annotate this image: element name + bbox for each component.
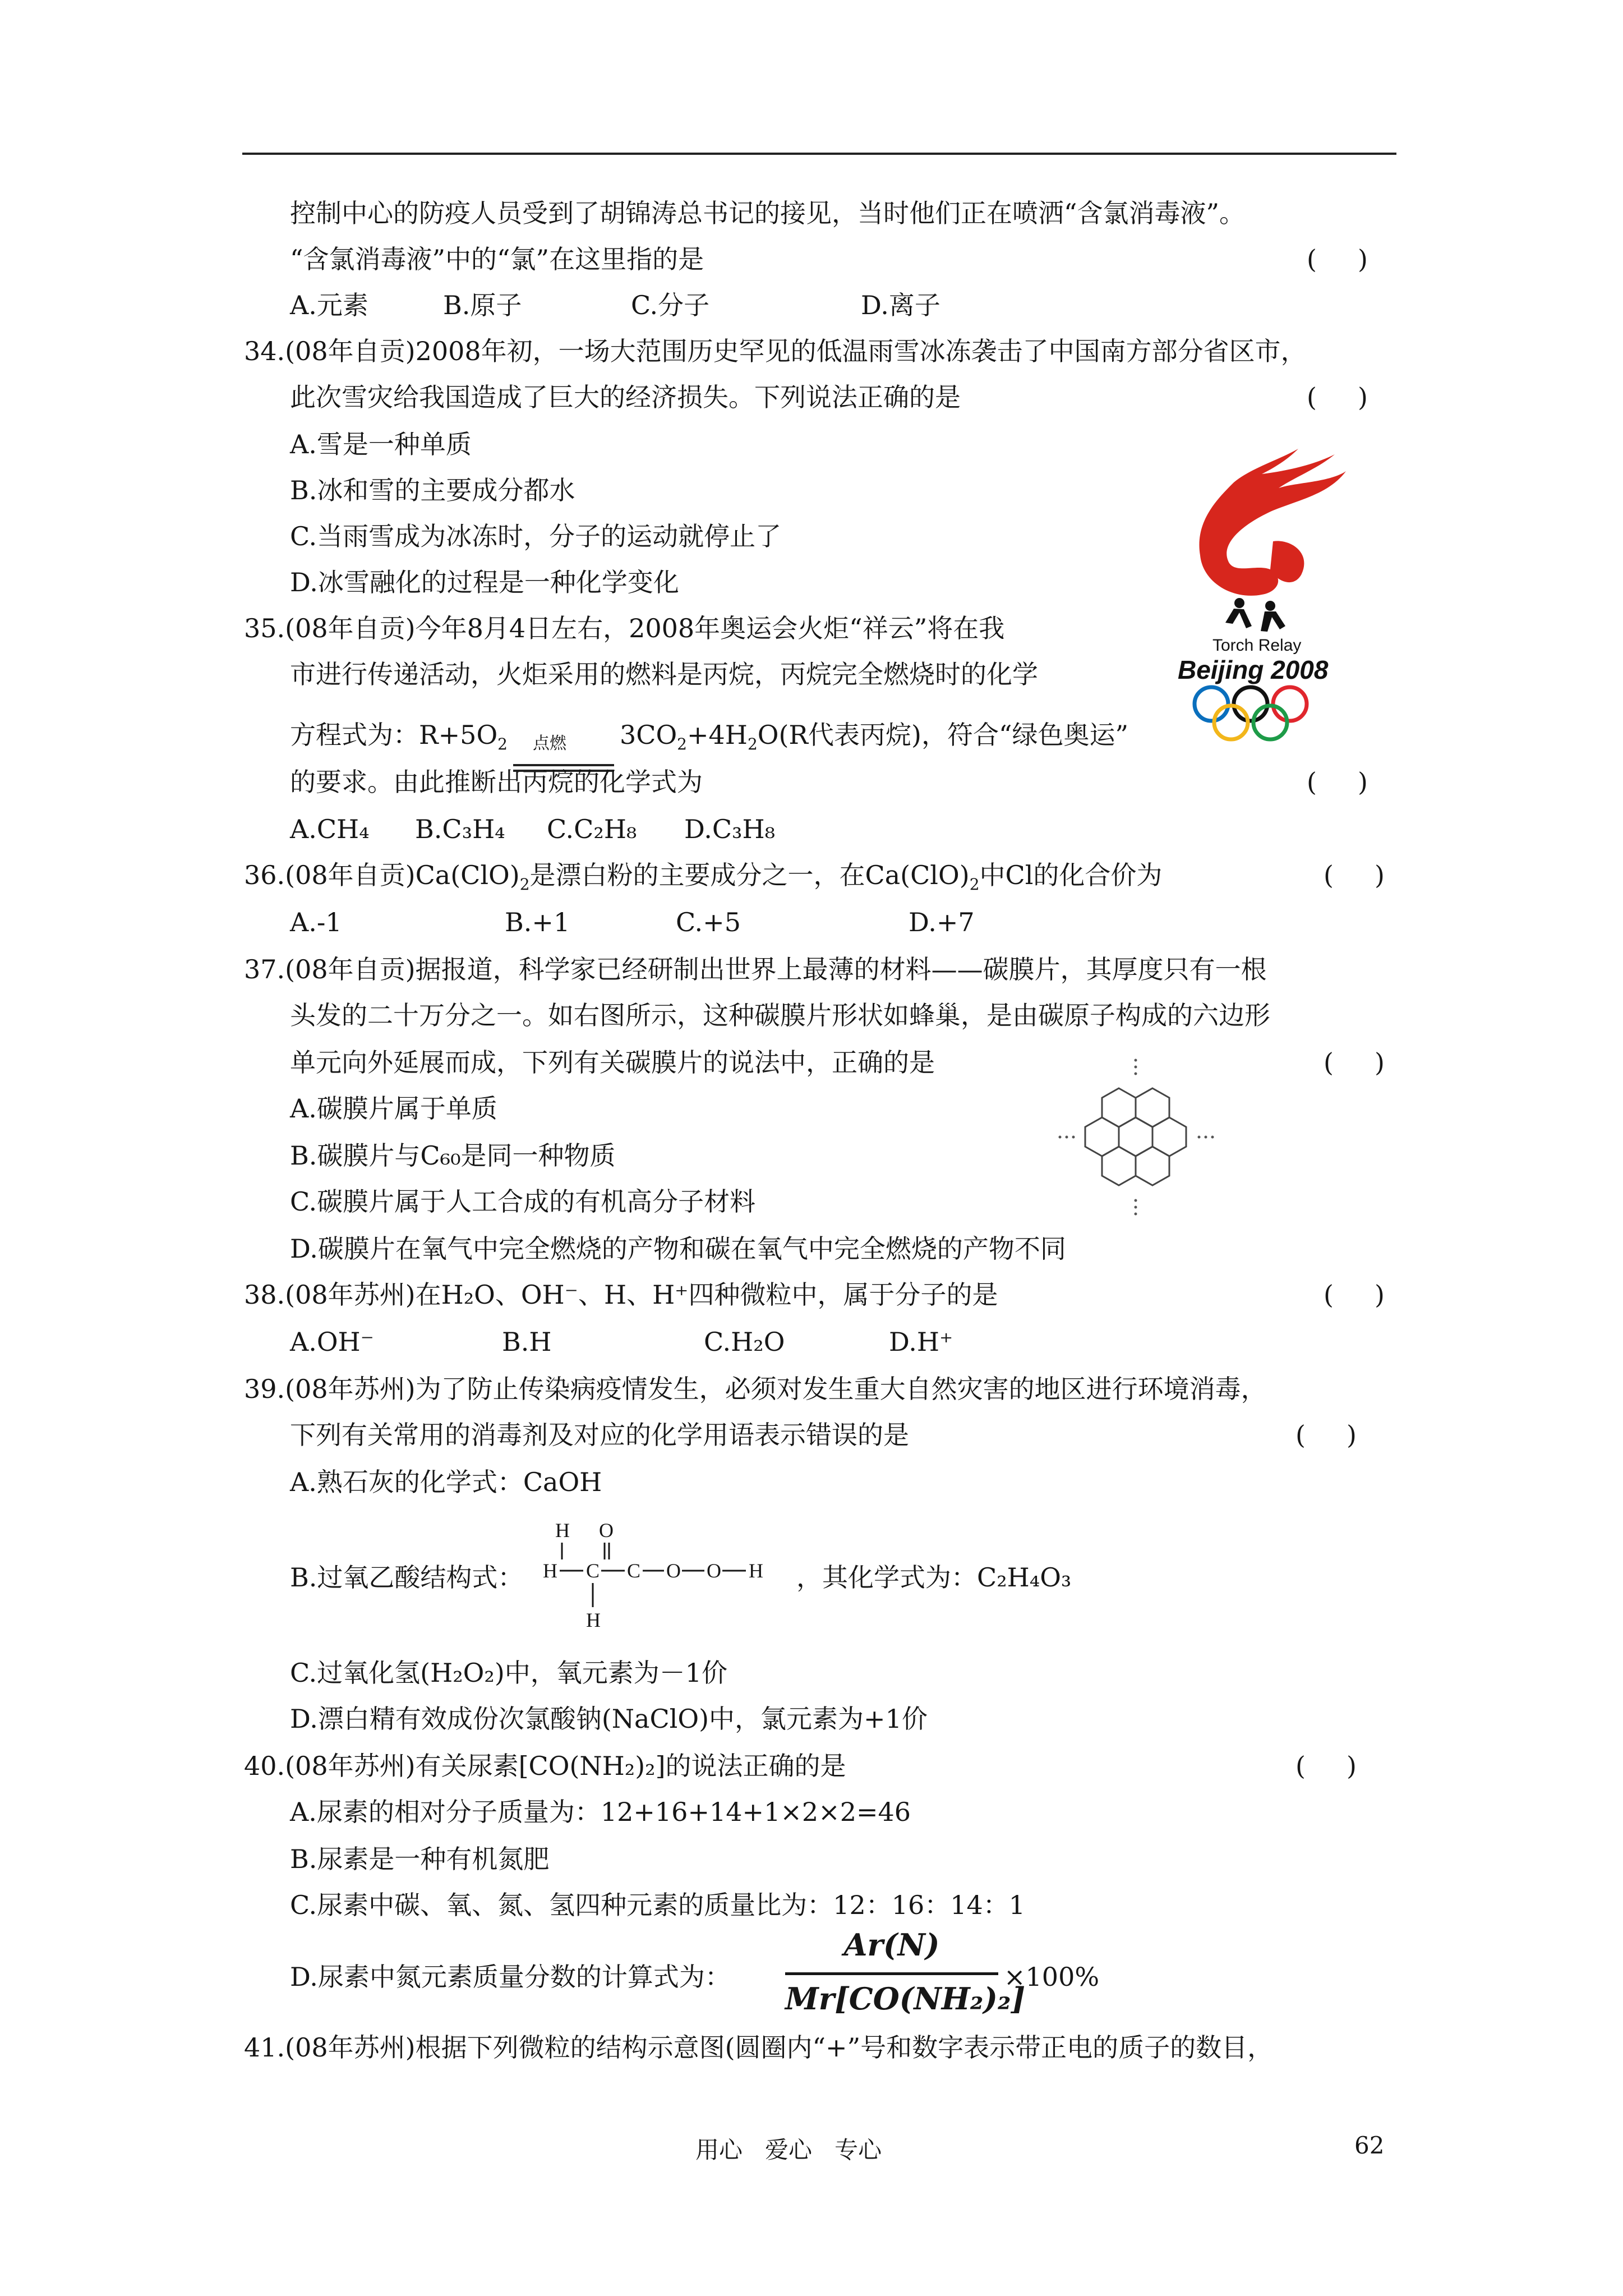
peracetic-acid-structure [533,1515,785,1644]
q36-option-a: A.-1 [290,907,342,937]
q38-option-d: D.H⁺ [889,1327,953,1357]
q33-option-b: B.原子 [443,290,522,320]
q38-option-b: B.H [502,1327,552,1357]
q37-option-b: B.碳膜片与C₆₀是同一种物质 [290,1140,616,1171]
torch-relay-logo [1150,449,1385,746]
fraction-numerator: Ar(N) [843,1927,940,1963]
q39-line2: 下列有关常用的消毒剂及对应的化学用语表示错误的是 [290,1420,909,1450]
svg-text:H: H [555,1519,570,1542]
carbon-honeycomb-figure [1054,1055,1228,1240]
q38-answer-blank: ( ) [1324,1280,1385,1310]
q35-answer-blank: ( ) [1307,767,1368,797]
svg-text:H: H [543,1559,557,1582]
q40-option-b: B.尿素是一种有机氮肥 [290,1844,550,1874]
q33-line2: “含氯消毒液”中的“氯”在这里指的是 [290,244,704,274]
q33-option-c: C.分子 [631,290,710,320]
svg-text:O: O [599,1519,614,1542]
q35-line4: 的要求。由此推断出丙烷的化学式为 [290,767,703,797]
q40-answer-blank: ( ) [1295,1751,1357,1781]
q34-option-a: A.雪是一种单质 [290,429,472,459]
q37-option-c: C.碳膜片属于人工合成的有机高分子材料 [290,1186,756,1217]
svg-text:C: C [627,1559,641,1582]
svg-text:H: H [586,1609,601,1631]
q34-option-d: D.冰雪融化的过程是一种化学变化 [290,567,679,597]
page-number: 62 [1354,2132,1385,2159]
q37-line3: 单元向外延展而成，下列有关碳膜片的说法中，正确的是 [290,1047,935,1078]
q39-line1: 39.(08年苏州)为了防止传染病疫情发生，必须对发生重大自然灾害的地区进行环境消毒， [244,1374,1267,1404]
q35-equation: 方程式为：$R+5O_2$ 点燃 $3CO_2+4H_2O(R$代表丙烷)，符合“绿色奥运” [290,718,1128,752]
q34-line2: 此次雪灾给我国造成了巨大的经济损失。下列说法正确的是 [290,382,961,412]
q40-option-a: A.尿素的相对分子质量为：12+16+14+1×2×2=46 [290,1797,911,1827]
q33-option-a: A.元素 [290,290,368,320]
q40-percent: ×100% [1004,1962,1100,1992]
logo-text-beijing: Beijing 2008 [1178,655,1329,684]
q36-line1: 36.(08年自贡)$Ca(ClO)_2$是漂白粉的主要成分之一，在$Ca(ClO)_2$中Cl的化合价为 [244,860,1163,894]
reaction-condition: 点燃 [532,734,566,753]
q39-option-d: D.漂白精有效成份次氯酸钠(NaClO)中，氯元素为+1价 [290,1704,928,1734]
q40-option-c: C.尿素中碳、氧、氮、氢四种元素的质量比为：12：16：14：1 [290,1890,1026,1920]
q33-line1: 控制中心的防疫人员受到了胡锦涛总书记的接见，当时他们正在喷洒“含氯消毒液”。 [290,198,1246,228]
svg-text:C: C [586,1559,600,1582]
footer-motto: 用心 爱心 专心 [695,2136,882,2164]
logo-text-torch-relay: Torch Relay [1212,636,1302,655]
svg-text:H: H [749,1559,763,1582]
q37-answer-blank: ( ) [1324,1047,1385,1078]
q41-line1: 41.(08年苏州)根据下列微粒的结构示意图(圆圈内“+”号和数字表示带正电的质子的数目， [244,2032,1274,2063]
q37-line1: 37.(08年自贡)据报道，科学家已经研制出世界上最薄的材料——碳膜片，其厚度只有一根 [244,954,1267,984]
q33-option-d: D.离子 [861,290,940,320]
q34-answer-blank: ( ) [1307,382,1368,412]
q37-option-a: A.碳膜片属于单质 [290,1093,497,1124]
q36-option-c: C.+5 [676,907,741,937]
q34-option-b: B.冰和雪的主要成分都水 [290,475,575,505]
nitrogen-fraction [785,1925,1026,2032]
q40-line1: 40.(08年苏州)有关尿素[CO(NH₂)₂]的说法正确的是 [244,1751,846,1781]
q34-option-c: C.当雨雪成为冰冻时，分子的运动就停止了 [290,521,782,551]
q39-option-b-label: B.过氧乙酸结构式： [290,1562,524,1593]
q36-option-d: D.+7 [909,907,975,937]
q38-line1: 38.(08年苏州)在H₂O、OH⁻、H、H⁺四种微粒中，属于分子的是 [244,1280,998,1310]
q35-option-b: B.C₃H₄ [415,814,505,844]
q35-line1: 35.(08年自贡)今年8月4日左右，2008年奥运会火炬“祥云”将在我 [244,613,1005,643]
q39-option-b-formula: ，其化学式为：C₂H₄O₃ [796,1562,1072,1593]
q35-option-a: A.CH₄ [290,814,370,844]
q35-option-d: D.C₃H₈ [684,814,776,844]
q39-answer-blank: ( ) [1295,1420,1357,1450]
svg-text:O: O [666,1559,681,1582]
q35-option-c: C.C₂H₈ [547,814,637,844]
q35-line2: 市进行传递活动，火炬采用的燃料是丙烷，丙烷完全燃烧时的化学 [290,659,1038,689]
q36-option-b: B.+1 [505,907,570,937]
q40-option-d: D.尿素中氮元素质量分数的计算式为： [290,1962,731,1992]
q39-option-a: A.熟石灰的化学式：CaOH [290,1467,602,1497]
fraction-denominator: Mr[CO(NH₂)₂] [785,1981,1026,2017]
svg-text:O: O [707,1559,721,1582]
q38-option-a: A.OH⁻ [290,1327,374,1357]
header-rule [242,153,1396,155]
q33-answer-blank: ( ) [1307,244,1368,274]
q37-option-d: D.碳膜片在氧气中完全燃烧的产物和碳在氧气中完全燃烧的产物不同 [290,1234,1066,1264]
q34-line1: 34.(08年自贡)2008年初，一场大范围历史罕见的低温雨雪冰冻袭击了中国南方部分省区市， [244,336,1307,366]
q39-option-c: C.过氧化氢(H₂O₂)中，氧元素为－1价 [290,1658,728,1688]
q37-line2: 头发的二十万分之一。如右图所示，这种碳膜片形状如蜂巢，是由碳原子构成的六边形 [290,1000,1270,1030]
q38-option-c: C.H₂O [704,1327,785,1357]
q36-answer-blank: ( ) [1324,860,1385,890]
